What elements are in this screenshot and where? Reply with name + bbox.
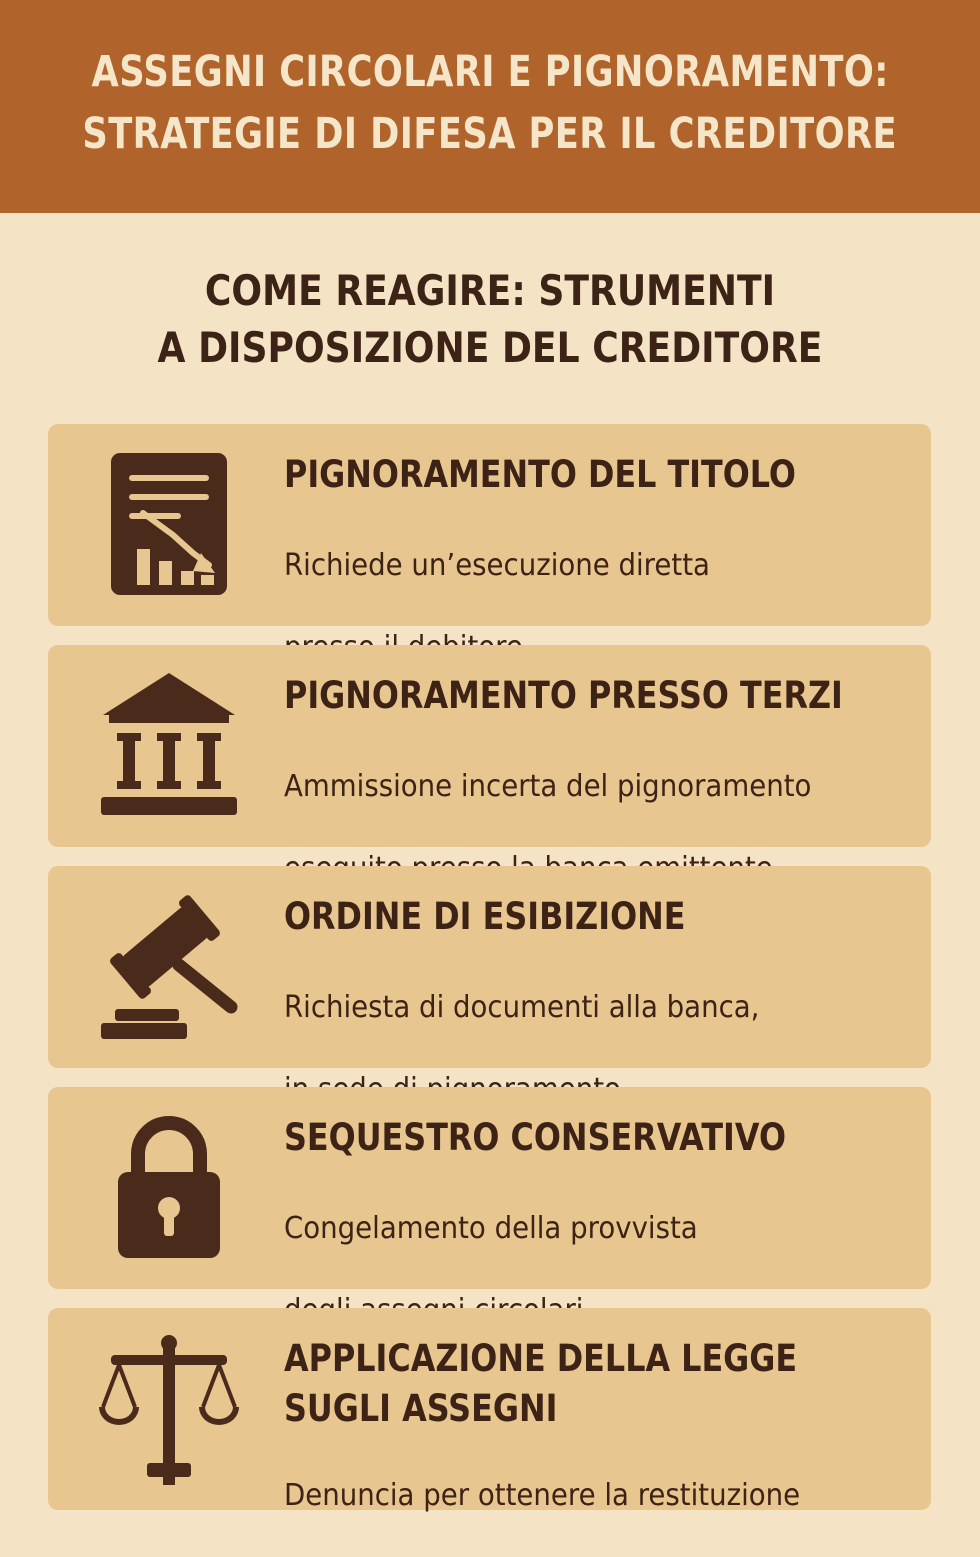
tool-card-sequestro-conservativo [48, 1087, 931, 1289]
page-title-line-1: ASSEGNI CIRCOLARI E PIGNORAMENTO: [91, 46, 889, 97]
tool-card-description-line-1: Richiede un’esecuzione diretta [284, 548, 710, 583]
page-title-line-2: STRATEGIE DI DIFESA PER IL CREDITORE [82, 108, 898, 159]
tool-card-ordine-esibizione [48, 866, 931, 1068]
tool-card-title: SEQUESTRO CONSERVATIVO [284, 1116, 787, 1159]
tool-card-description-line-1: Denuncia per ottenere la restituzione [284, 1478, 801, 1513]
scales-of-justice-icon [94, 1334, 244, 1486]
tool-card-description-line-1: Richiesta di documenti alla banca, [284, 990, 760, 1025]
tool-card-text [284, 1334, 911, 1557]
tool-card-title: PIGNORAMENTO DEL TITOLO [284, 453, 796, 496]
section-heading-line-2: A DISPOSIZIONE DEL CREDITORE [157, 323, 823, 372]
padlock-icon [94, 1111, 244, 1263]
tool-card-title-line-2: SUGLI ASSEGNI [284, 1387, 558, 1430]
tool-card-description-line-1: Ammissione incerta del pignoramento [284, 769, 812, 804]
tool-card-description [284, 1434, 861, 1557]
document-chart-icon [94, 448, 244, 600]
section-heading [0, 262, 980, 376]
section-heading-line-1: COME REAGIRE: STRUMENTI [204, 266, 776, 315]
bank-building-icon [94, 669, 244, 821]
tool-card-title: PIGNORAMENTO PRESSO TERZI [284, 674, 843, 717]
header-banner [0, 0, 980, 213]
tool-card-description-line-1: Congelamento della provvista [284, 1211, 698, 1246]
gavel-icon [94, 890, 244, 1042]
tool-card-pignoramento-terzi [48, 645, 931, 847]
tool-card-title-line-1: APPLICAZIONE DELLA LEGGE [284, 1337, 798, 1380]
tool-card-title: ORDINE DI ESIBIZIONE [284, 895, 686, 938]
tool-card-legge-assegni [48, 1308, 931, 1513]
tool-card-pignoramento-titolo [48, 424, 931, 626]
